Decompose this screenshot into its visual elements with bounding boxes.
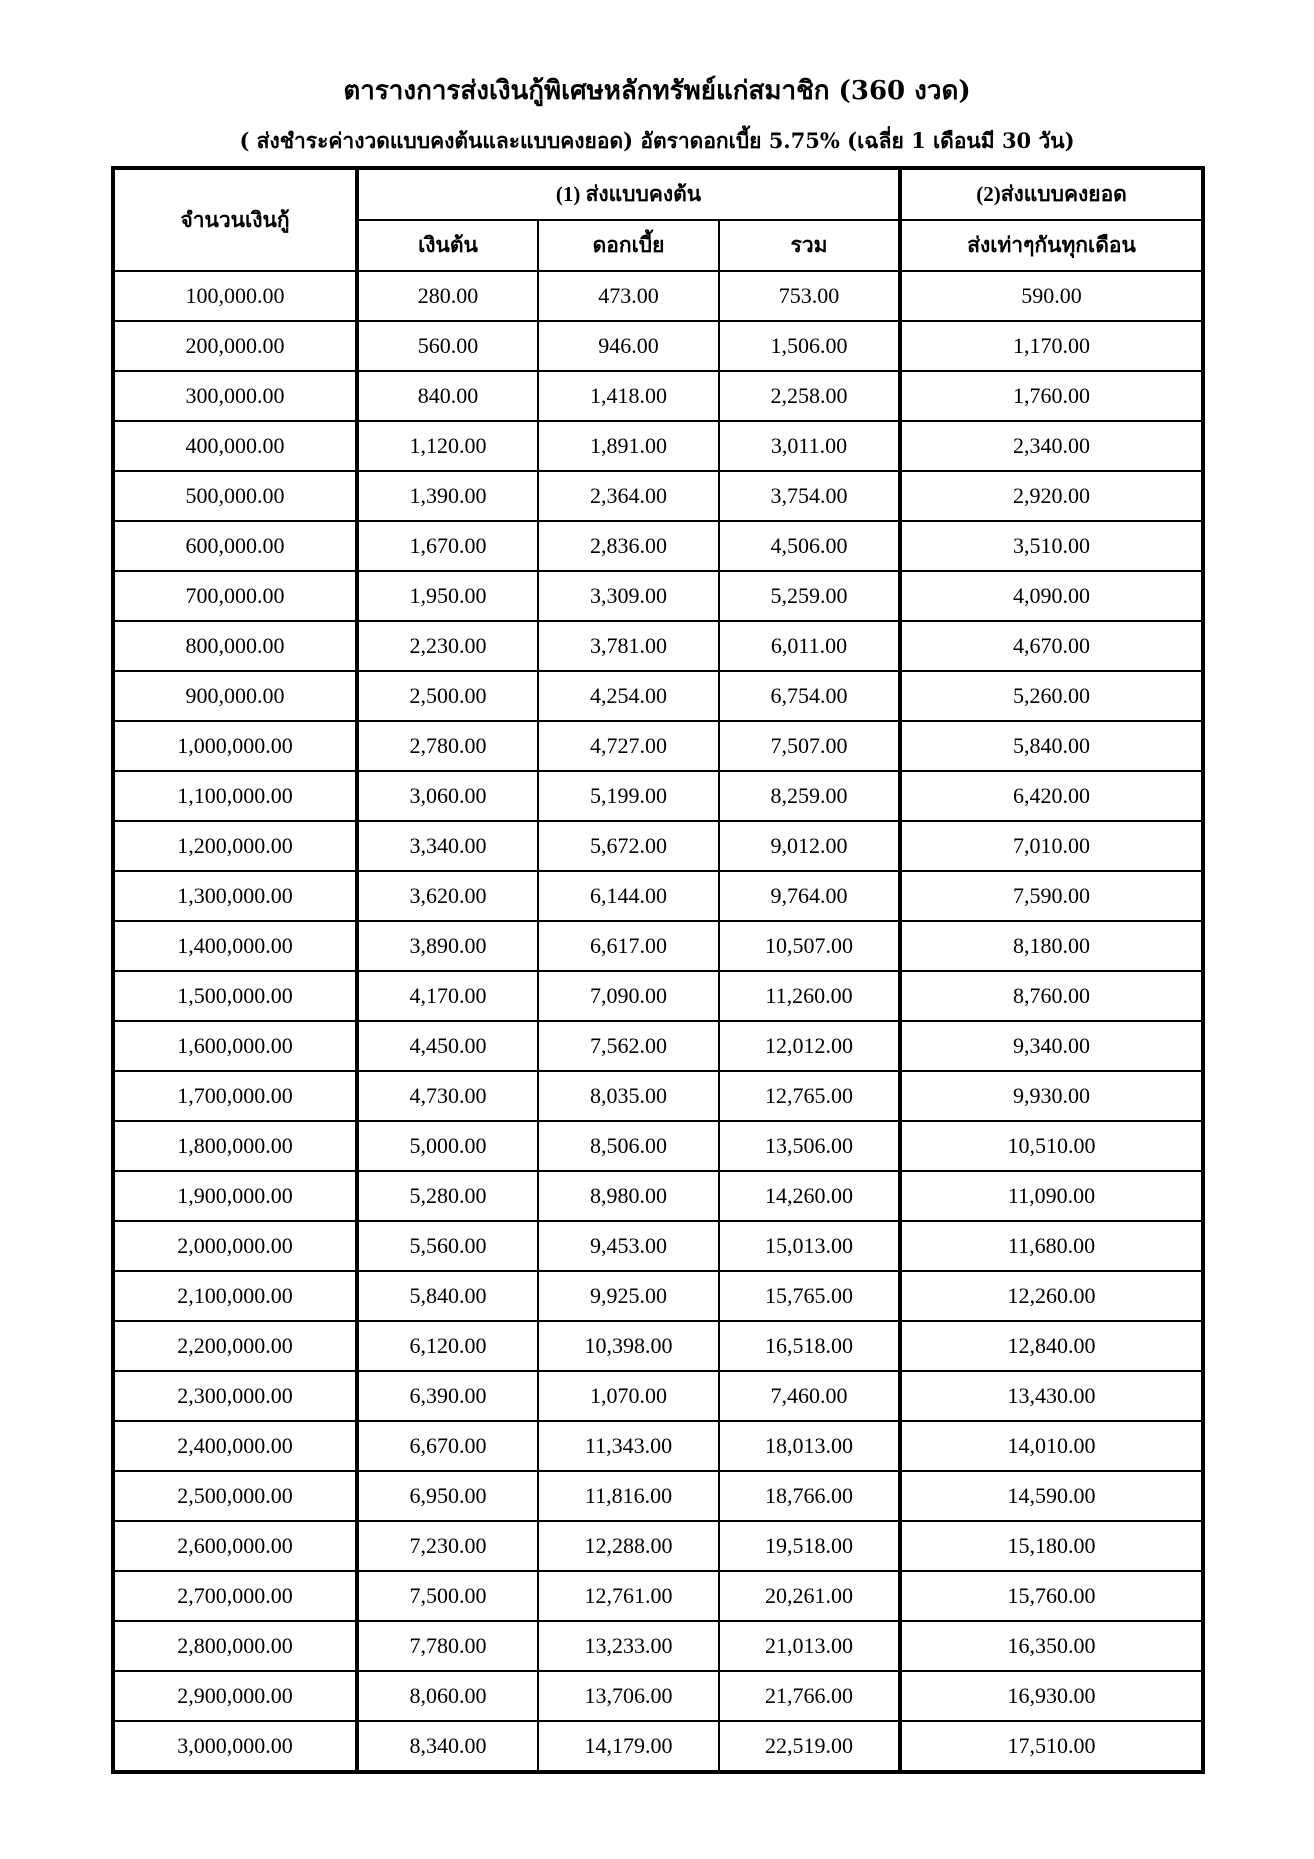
total-cell: 18,013.00	[719, 1421, 900, 1471]
principal-cell: 4,450.00	[357, 1021, 538, 1071]
interest-cell: 6,617.00	[538, 921, 719, 971]
equal-monthly-cell: 8,760.00	[900, 971, 1203, 1021]
table-row	[113, 521, 1203, 571]
loan-amount-cell: 2,300,000.00	[113, 1371, 357, 1421]
interest-cell: 6,144.00	[538, 871, 719, 921]
total-cell: 16,518.00	[719, 1321, 900, 1371]
equal-monthly-cell: 4,670.00	[900, 621, 1203, 671]
equal-monthly-cell: 7,010.00	[900, 821, 1203, 871]
total-cell: 9,012.00	[719, 821, 900, 871]
interest-cell: 2,364.00	[538, 471, 719, 521]
principal-cell: 1,120.00	[357, 421, 538, 471]
principal-cell: 5,560.00	[357, 1221, 538, 1271]
interest-cell: 5,199.00	[538, 771, 719, 821]
interest-cell: 1,070.00	[538, 1371, 719, 1421]
total-cell: 8,259.00	[719, 771, 900, 821]
total-cell: 12,765.00	[719, 1071, 900, 1121]
header-fixed-installment-group: (2)ส่งแบบคงยอด	[900, 168, 1203, 220]
principal-cell: 560.00	[357, 321, 538, 371]
loan-amount-cell: 2,600,000.00	[113, 1521, 357, 1571]
interest-cell: 473.00	[538, 271, 719, 321]
loan-amount-cell: 200,000.00	[113, 321, 357, 371]
interest-cell: 11,816.00	[538, 1471, 719, 1521]
table-row	[113, 321, 1203, 371]
interest-cell: 1,891.00	[538, 421, 719, 471]
table-row	[113, 1121, 1203, 1171]
table-row	[113, 421, 1203, 471]
total-cell: 9,764.00	[719, 871, 900, 921]
principal-cell: 1,950.00	[357, 571, 538, 621]
table-row	[113, 1721, 1203, 1772]
total-cell: 15,765.00	[719, 1271, 900, 1321]
header-interest: ดอกเบี้ย	[538, 220, 719, 271]
principal-cell: 7,230.00	[357, 1521, 538, 1571]
principal-cell: 5,280.00	[357, 1171, 538, 1221]
interest-cell: 13,706.00	[538, 1671, 719, 1721]
interest-cell: 14,179.00	[538, 1721, 719, 1772]
loan-amount-cell: 400,000.00	[113, 421, 357, 471]
equal-monthly-cell: 3,510.00	[900, 521, 1203, 571]
principal-cell: 5,840.00	[357, 1271, 538, 1321]
header-principal: เงินต้น	[357, 220, 538, 271]
equal-monthly-cell: 1,170.00	[900, 321, 1203, 371]
table-row	[113, 1421, 1203, 1471]
table-header	[113, 168, 1203, 271]
loan-amount-cell: 2,800,000.00	[113, 1621, 357, 1671]
table-row	[113, 871, 1203, 921]
interest-cell: 9,453.00	[538, 1221, 719, 1271]
table-row	[113, 571, 1203, 621]
loan-amount-cell: 500,000.00	[113, 471, 357, 521]
principal-cell: 1,390.00	[357, 471, 538, 521]
table-row	[113, 1521, 1203, 1571]
total-cell: 7,507.00	[719, 721, 900, 771]
interest-cell: 8,980.00	[538, 1171, 719, 1221]
total-cell: 11,260.00	[719, 971, 900, 1021]
table-body	[113, 271, 1203, 1772]
interest-cell: 10,398.00	[538, 1321, 719, 1371]
table-row	[113, 971, 1203, 1021]
equal-monthly-cell: 16,350.00	[900, 1621, 1203, 1671]
loan-amount-cell: 2,400,000.00	[113, 1421, 357, 1471]
interest-cell: 5,672.00	[538, 821, 719, 871]
interest-cell: 8,035.00	[538, 1071, 719, 1121]
equal-monthly-cell: 12,260.00	[900, 1271, 1203, 1321]
total-cell: 6,011.00	[719, 621, 900, 671]
interest-cell: 7,090.00	[538, 971, 719, 1021]
loan-amount-cell: 800,000.00	[113, 621, 357, 671]
principal-cell: 280.00	[357, 271, 538, 321]
total-cell: 20,261.00	[719, 1571, 900, 1621]
table-row	[113, 1471, 1203, 1521]
interest-cell: 9,925.00	[538, 1271, 719, 1321]
equal-monthly-cell: 15,180.00	[900, 1521, 1203, 1571]
table-row	[113, 921, 1203, 971]
total-cell: 3,754.00	[719, 471, 900, 521]
principal-cell: 6,670.00	[357, 1421, 538, 1471]
principal-cell: 6,950.00	[357, 1471, 538, 1521]
equal-monthly-cell: 8,180.00	[900, 921, 1203, 971]
interest-cell: 1,418.00	[538, 371, 719, 421]
principal-cell: 6,120.00	[357, 1321, 538, 1371]
interest-cell: 3,781.00	[538, 621, 719, 671]
equal-monthly-cell: 1,760.00	[900, 371, 1203, 421]
total-cell: 22,519.00	[719, 1721, 900, 1772]
loan-amount-cell: 1,700,000.00	[113, 1071, 357, 1121]
table-row	[113, 771, 1203, 821]
loan-amount-cell: 1,600,000.00	[113, 1021, 357, 1071]
total-cell: 14,260.00	[719, 1171, 900, 1221]
equal-monthly-cell: 9,930.00	[900, 1071, 1203, 1121]
equal-monthly-cell: 15,760.00	[900, 1571, 1203, 1621]
loan-amount-cell: 1,500,000.00	[113, 971, 357, 1021]
principal-cell: 3,340.00	[357, 821, 538, 871]
table-row	[113, 1621, 1203, 1671]
principal-cell: 840.00	[357, 371, 538, 421]
principal-cell: 4,730.00	[357, 1071, 538, 1121]
equal-monthly-cell: 12,840.00	[900, 1321, 1203, 1371]
loan-amount-cell: 2,000,000.00	[113, 1221, 357, 1271]
header-equal-monthly: ส่งเท่าๆกันทุกเดือน	[900, 220, 1203, 271]
principal-cell: 3,620.00	[357, 871, 538, 921]
total-cell: 15,013.00	[719, 1221, 900, 1271]
interest-cell: 12,288.00	[538, 1521, 719, 1571]
interest-cell: 4,727.00	[538, 721, 719, 771]
header-total: รวม	[719, 220, 900, 271]
interest-cell: 13,233.00	[538, 1621, 719, 1671]
principal-cell: 1,670.00	[357, 521, 538, 571]
table-row	[113, 1221, 1203, 1271]
total-cell: 18,766.00	[719, 1471, 900, 1521]
principal-cell: 2,780.00	[357, 721, 538, 771]
loan-amount-cell: 2,100,000.00	[113, 1271, 357, 1321]
page-title: ตารางการส่งเงินกู้พิเศษหลักทรัพย์แก่สมาชิก (360 งวด)	[343, 76, 971, 106]
total-cell: 5,259.00	[719, 571, 900, 621]
equal-monthly-cell: 14,010.00	[900, 1421, 1203, 1471]
loan-amount-cell: 1,900,000.00	[113, 1171, 357, 1221]
total-cell: 21,013.00	[719, 1621, 900, 1671]
loan-amount-cell: 2,200,000.00	[113, 1321, 357, 1371]
table-row	[113, 1171, 1203, 1221]
equal-monthly-cell: 2,920.00	[900, 471, 1203, 521]
loan-amount-cell: 2,700,000.00	[113, 1571, 357, 1621]
table-row	[113, 1571, 1203, 1621]
total-cell: 13,506.00	[719, 1121, 900, 1171]
principal-cell: 5,000.00	[357, 1121, 538, 1171]
equal-monthly-cell: 11,680.00	[900, 1221, 1203, 1271]
principal-cell: 6,390.00	[357, 1371, 538, 1421]
total-cell: 7,460.00	[719, 1371, 900, 1421]
equal-monthly-cell: 590.00	[900, 271, 1203, 321]
loan-amount-cell: 2,900,000.00	[113, 1671, 357, 1721]
principal-cell: 2,230.00	[357, 621, 538, 671]
principal-cell: 2,500.00	[357, 671, 538, 721]
interest-cell: 12,761.00	[538, 1571, 719, 1621]
table-row	[113, 271, 1203, 321]
equal-monthly-cell: 5,840.00	[900, 721, 1203, 771]
table-row	[113, 721, 1203, 771]
principal-cell: 3,060.00	[357, 771, 538, 821]
loan-amount-cell: 2,500,000.00	[113, 1471, 357, 1521]
loan-amount-cell: 100,000.00	[113, 271, 357, 321]
equal-monthly-cell: 17,510.00	[900, 1721, 1203, 1772]
loan-amount-cell: 300,000.00	[113, 371, 357, 421]
loan-amount-cell: 3,000,000.00	[113, 1721, 357, 1772]
equal-monthly-cell: 11,090.00	[900, 1171, 1203, 1221]
loan-amount-cell: 1,100,000.00	[113, 771, 357, 821]
loan-amount-cell: 900,000.00	[113, 671, 357, 721]
header-fixed-principal-group: (1) ส่งแบบคงต้น	[357, 168, 900, 220]
total-cell: 1,506.00	[719, 321, 900, 371]
loan-amount-cell: 1,000,000.00	[113, 721, 357, 771]
interest-cell: 946.00	[538, 321, 719, 371]
principal-cell: 7,500.00	[357, 1571, 538, 1621]
equal-monthly-cell: 6,420.00	[900, 771, 1203, 821]
equal-monthly-cell: 14,590.00	[900, 1471, 1203, 1521]
principal-cell: 3,890.00	[357, 921, 538, 971]
loan-payment-table	[111, 166, 1205, 1774]
total-cell: 21,766.00	[719, 1671, 900, 1721]
equal-monthly-cell: 10,510.00	[900, 1121, 1203, 1171]
table-row	[113, 1671, 1203, 1721]
loan-amount-cell: 1,800,000.00	[113, 1121, 357, 1171]
equal-monthly-cell: 7,590.00	[900, 871, 1203, 921]
total-cell: 12,012.00	[719, 1021, 900, 1071]
principal-cell: 8,060.00	[357, 1671, 538, 1721]
table-row	[113, 471, 1203, 521]
interest-cell: 11,343.00	[538, 1421, 719, 1471]
total-cell: 3,011.00	[719, 421, 900, 471]
interest-cell: 4,254.00	[538, 671, 719, 721]
table-row	[113, 1071, 1203, 1121]
interest-cell: 3,309.00	[538, 571, 719, 621]
table-row	[113, 1321, 1203, 1371]
table-row	[113, 621, 1203, 671]
interest-cell: 8,506.00	[538, 1121, 719, 1171]
total-cell: 4,506.00	[719, 521, 900, 571]
equal-monthly-cell: 4,090.00	[900, 571, 1203, 621]
total-cell: 19,518.00	[719, 1521, 900, 1571]
equal-monthly-cell: 5,260.00	[900, 671, 1203, 721]
table-row	[113, 1271, 1203, 1321]
principal-cell: 4,170.00	[357, 971, 538, 1021]
total-cell: 6,754.00	[719, 671, 900, 721]
loan-table-container	[111, 166, 1201, 1774]
equal-monthly-cell: 16,930.00	[900, 1671, 1203, 1721]
table-row	[113, 821, 1203, 871]
equal-monthly-cell: 9,340.00	[900, 1021, 1203, 1071]
total-cell: 10,507.00	[719, 921, 900, 971]
principal-cell: 7,780.00	[357, 1621, 538, 1671]
page-subtitle: ( ส่งชำระค่างวดแบบคงต้นและแบบคงยอด) อัตราดอกเบี้ย 5.75% (เฉลี่ย 1 เดือนมี 30 วัน)	[239, 128, 1075, 153]
total-cell: 753.00	[719, 271, 900, 321]
equal-monthly-cell: 13,430.00	[900, 1371, 1203, 1421]
table-row	[113, 1371, 1203, 1421]
loan-amount-cell: 1,200,000.00	[113, 821, 357, 871]
loan-amount-cell: 1,400,000.00	[113, 921, 357, 971]
loan-amount-cell: 600,000.00	[113, 521, 357, 571]
table-row	[113, 671, 1203, 721]
table-row	[113, 1021, 1203, 1071]
principal-cell: 8,340.00	[357, 1721, 538, 1772]
interest-cell: 7,562.00	[538, 1021, 719, 1071]
loan-amount-cell: 1,300,000.00	[113, 871, 357, 921]
interest-cell: 2,836.00	[538, 521, 719, 571]
header-loan-amount: จำนวนเงินกู้	[113, 168, 357, 271]
total-cell: 2,258.00	[719, 371, 900, 421]
loan-amount-cell: 700,000.00	[113, 571, 357, 621]
table-row	[113, 371, 1203, 421]
equal-monthly-cell: 2,340.00	[900, 421, 1203, 471]
